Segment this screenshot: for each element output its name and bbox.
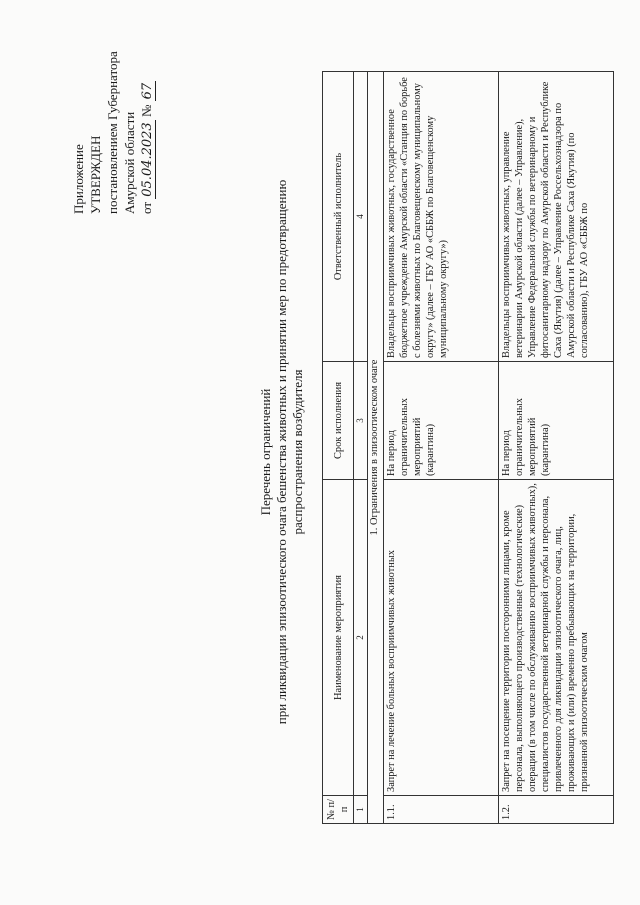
- approval-stamp: [70, 44, 156, 214]
- table-column-numbers-row: [354, 72, 368, 824]
- section-title: 1. Ограничения в эпизоотическом очаге: [368, 72, 384, 824]
- row-measure: Запрет на лечение больных восприимчивых животных: [384, 480, 499, 796]
- table-row: [384, 72, 499, 824]
- title-line-3: распространения возбудителя: [290, 369, 305, 535]
- restrictions-table: [322, 71, 614, 824]
- header-term: Срок исполнения: [323, 362, 354, 480]
- approval-line-appendix: Приложение: [71, 144, 86, 214]
- column-number: 4: [354, 72, 368, 362]
- row-number: 1.2.: [499, 796, 614, 824]
- approval-number: 67: [140, 82, 155, 100]
- row-term: На период ограничительных мероприятий (карантина): [384, 362, 499, 480]
- table-row: [499, 72, 614, 824]
- table-section-row: [368, 72, 384, 824]
- column-number: 1: [354, 796, 368, 824]
- row-responsible: Владельцы восприимчивых животных, управление ветеринарии Амурской области (далее – Управление), Управление Федеральной службы по ветеринарному и фитосанитарному надзору по Амурской области и Республике Саха (Якутия) (далее – Управление Россельхознадзора по Амурской области и Республике Саха (Якутия) (по согласованию), ГБУ АО «СББЖ по: [499, 72, 614, 362]
- date-prefix: от: [139, 201, 154, 214]
- row-measure: Запрет на посещение территории посторонними лицами, кроме персонала, выполняющего производственные (технологические) операции (в том числе по обслуживанию восприимчивых животных), специалистов государственной ветеринарной службы и персонала, привлеченного для ликвидации эпизоотического очага, лиц, проживающих и (или) временно пребывающих на территории, признанной эпизоотическим очагом: [499, 480, 614, 796]
- rotated-document: [40, 42, 600, 862]
- row-term: На период ограничительных мероприятий (карантина): [499, 362, 614, 480]
- number-prefix: №: [139, 104, 154, 118]
- approval-date: 05.04.2023: [140, 122, 155, 197]
- document-title: [258, 102, 306, 802]
- column-number: 2: [354, 480, 368, 796]
- title-line-2: при ликвидации эпизоотического очага бешенства животных и принятии мер по предотвращению: [274, 179, 289, 725]
- header-responsible: Ответственный исполнитель: [323, 72, 354, 362]
- title-line-1: Перечень ограничений: [258, 388, 273, 516]
- approval-line-decree: постановлением Губернатора: [105, 51, 120, 214]
- approval-date-line: [138, 44, 156, 214]
- table-header-row: [323, 72, 354, 824]
- row-responsible: Владельцы восприимчивых животных, государственное бюджетное учреждение Амурской области «Станция по борьбе с болезнями животных по Благовещенскому муниципальному округу» (далее – ГБУ АО «СББЖ по Благовещенскому муниципальному округу»): [384, 72, 499, 362]
- approval-line-approved: УТВЕРЖДЕН: [88, 135, 103, 214]
- approval-line-region: Амурской области: [122, 111, 137, 214]
- header-num: № п/п: [323, 796, 354, 824]
- row-number: 1.1.: [384, 796, 499, 824]
- header-measure: Наименование мероприятия: [323, 480, 354, 796]
- column-number: 3: [354, 362, 368, 480]
